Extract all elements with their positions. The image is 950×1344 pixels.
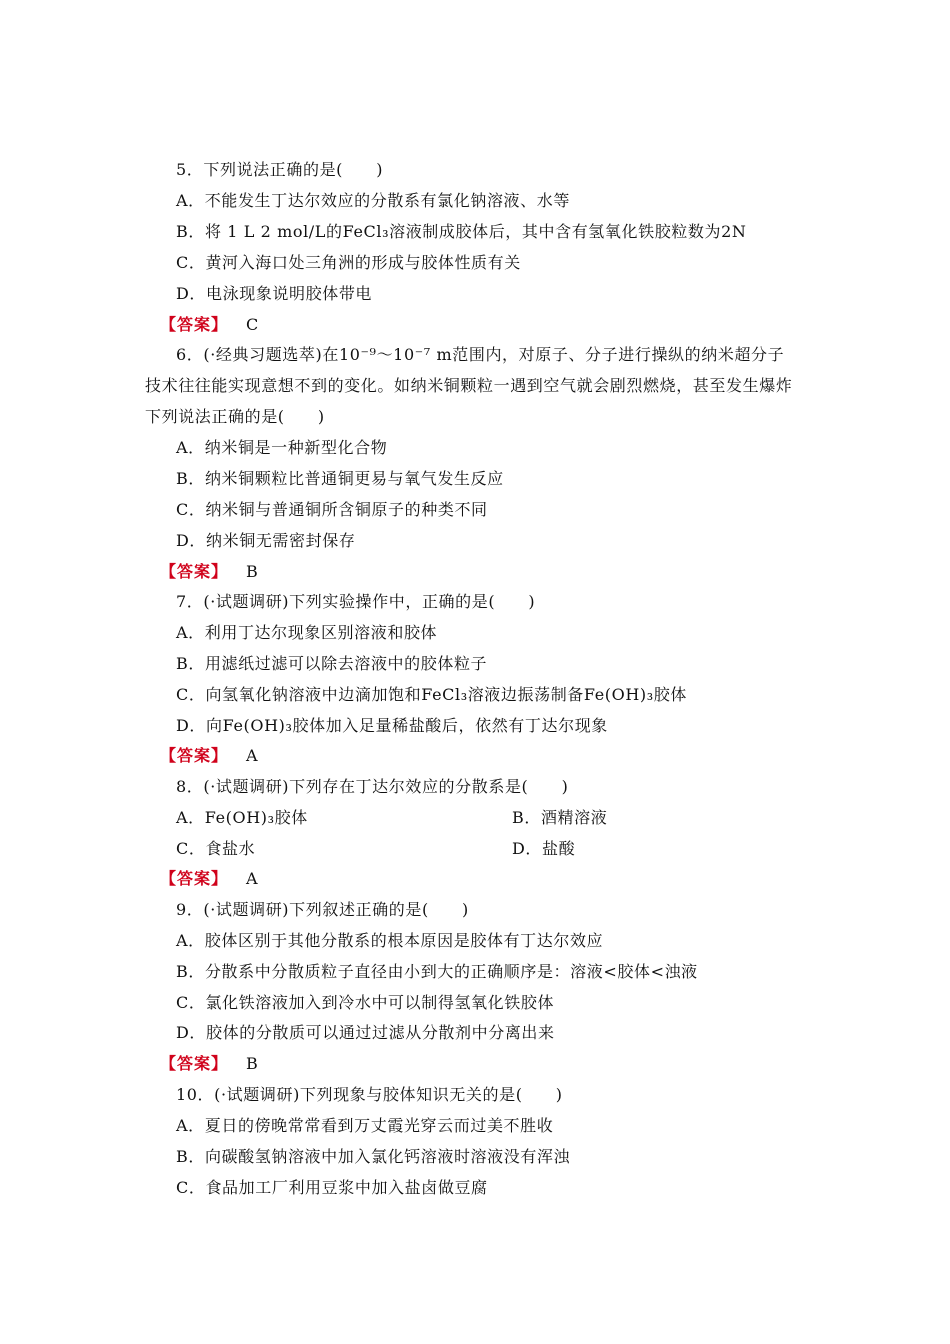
question-9-answer xyxy=(160,1054,258,1074)
question-7-option-a: A．利用丁达尔现象区别溶液和胶体 xyxy=(176,623,438,642)
question-5-option-b: B．将 1 L 2 mol/L的FeCl₃溶液制成胶体后，其中含有氢氧化铁胶粒数为2N xyxy=(176,222,747,241)
question-5-option-c: C．黄河入海口处三角洲的形成与胶体性质有关 xyxy=(176,253,521,272)
answer-value: A xyxy=(246,869,259,888)
question-9-option-c: C．氯化铁溶液加入到冷水中可以制得氢氧化铁胶体 xyxy=(176,993,555,1012)
question-5-option-a: A．不能发生丁达尔效应的分散系有氯化钠溶液、水等 xyxy=(176,191,570,210)
question-8-answer xyxy=(160,869,258,889)
question-7-answer xyxy=(160,746,258,766)
question-6-option-a: A．纳米铜是一种新型化合物 xyxy=(176,438,388,457)
question-9-option-a: A．胶体区别于其他分散系的根本原因是胶体有丁达尔效应 xyxy=(176,931,604,950)
question-9-stem: 9．(·试题调研)下列叙述正确的是( ) xyxy=(176,900,469,919)
question-6-answer xyxy=(160,562,258,582)
answer-value: B xyxy=(246,562,259,581)
answer-value: B xyxy=(246,1054,259,1073)
question-7-stem: 7．(·试题调研)下列实验操作中，正确的是( ) xyxy=(176,592,536,611)
answer-label: 【答案】 xyxy=(160,746,229,765)
question-8-option-d: D．盐酸 xyxy=(512,839,576,858)
question-5-answer xyxy=(160,315,259,335)
question-8-option-a: A．Fe(OH)₃胶体 xyxy=(176,808,308,827)
question-5-stem: 5．下列说法正确的是( ) xyxy=(176,160,384,179)
question-6-option-d: D．纳米铜无需密封保存 xyxy=(176,531,356,550)
answer-label: 【答案】 xyxy=(160,869,229,888)
question-8-stem: 8．(·试题调研)下列存在丁达尔效应的分散系是( ) xyxy=(176,777,569,796)
question-7-option-c: C．向氢氧化钠溶液中边滴加饱和FeCl₃溶液边振荡制备Fe(OH)₃胶体 xyxy=(176,685,687,704)
question-10-stem: 10．(·试题调研)下列现象与胶体知识无关的是( ) xyxy=(176,1085,563,1104)
question-10-option-c: C．食品加工厂利用豆浆中加入盐卤做豆腐 xyxy=(176,1178,488,1197)
answer-label: 【答案】 xyxy=(160,562,229,581)
question-6-stem-line-2: 技术往往能实现意想不到的变化。如纳米铜颗粒一遇到空气就会剧烈燃烧，甚至发生爆炸 xyxy=(145,376,793,395)
answer-value: A xyxy=(246,746,259,765)
answer-label: 【答案】 xyxy=(160,1054,229,1073)
question-10-option-b: B．向碳酸氢钠溶液中加入氯化钙溶液时溶液没有浑浊 xyxy=(176,1147,571,1166)
question-5-option-d: D．电泳现象说明胶体带电 xyxy=(176,284,373,303)
question-6-option-c: C．纳米铜与普通铜所含铜原子的种类不同 xyxy=(176,500,488,519)
question-8-option-c: C．食盐水 xyxy=(176,839,256,858)
question-6-stem-line-1: 6．(·经典习题选萃)在10⁻⁹～10⁻⁷ m范围内，对原子、分子进行操纵的纳米超分子 xyxy=(176,345,785,364)
question-6-stem-line-3: 下列说法正确的是( ) xyxy=(145,407,325,426)
question-9-option-b: B．分散系中分散质粒子直径由小到大的正确顺序是：溶液<胶体<浊液 xyxy=(176,962,698,981)
question-9-option-d: D．胶体的分散质可以通过过滤从分散剂中分离出来 xyxy=(176,1023,555,1042)
question-7-option-d: D．向Fe(OH)₃胶体加入足量稀盐酸后，依然有丁达尔现象 xyxy=(176,716,608,735)
question-6-option-b: B．纳米铜颗粒比普通铜更易与氧气发生反应 xyxy=(176,469,504,488)
answer-label: 【答案】 xyxy=(160,315,229,334)
answer-value: C xyxy=(246,315,259,334)
question-8-option-b: B．酒精溶液 xyxy=(512,808,608,827)
question-7-option-b: B．用滤纸过滤可以除去溶液中的胶体粒子 xyxy=(176,654,488,673)
question-10-option-a: A．夏日的傍晚常常看到万丈霞光穿云而过美不胜收 xyxy=(176,1116,554,1135)
